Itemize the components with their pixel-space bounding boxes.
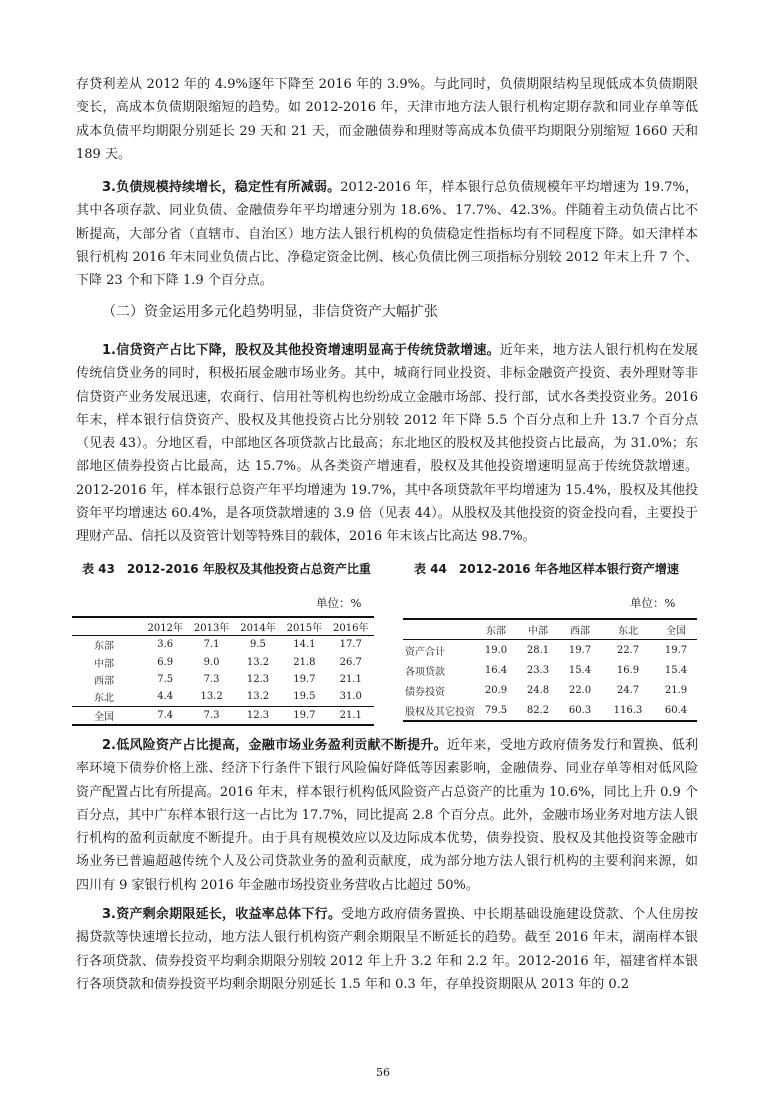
table-cell: 3.6 [157,639,174,651]
row-label: 全国 [72,706,142,725]
table-cell: 17.7 [339,639,362,651]
table-cell: 7.4 [142,706,188,725]
table-cell: 22.7 [616,644,640,656]
table-cell: 7.3 [203,673,220,685]
table-cell: 26.7 [339,656,362,668]
table-cell: 15.4 [664,664,688,676]
paragraph-deposit-spread [76,73,698,166]
table-cell: 22.0 [568,684,592,696]
table-row [72,706,374,725]
table-cell: 19.7 [293,673,316,685]
table-cell: 12.3 [235,706,281,725]
table-cell: 60.3 [568,704,592,716]
table-row [72,653,374,670]
table-cell: 24.8 [526,684,550,696]
column-header [403,619,475,640]
table-cell: 7.1 [203,639,220,651]
table-cell: 79.5 [484,704,508,716]
row-label: 东部 [94,641,114,653]
table-cell: 15.4 [568,664,592,676]
row-label: 资产合计 [405,646,445,658]
table-cell: 13.2 [200,691,223,703]
row-label: 中部 [94,658,114,670]
paragraph-asset-maturity [76,903,698,996]
column-header: 2016年 [328,617,374,636]
table-row [72,671,374,688]
table-cell: 24.7 [616,684,640,696]
table-43-unit: 单位：% [316,596,362,610]
paragraph-text: 2012-2016 年，样本银行总负债规模年平均增速为 19.7%，其中各项存款、同业负债、金融债券年平均增速分别为 18.6%、17.7%、42.3%。伴随着主动负债占比不断提高，大部分省（直辖市、自治区）地方法人银行机构的负债稳定性指标均有不同程度下降。如天津样本银行机构 2016 年末同业负债占比、净稳定资金比例、核心负债比例三项指标分别较 2012 年末上升 7 个、下降 23 个和下降 1.9 个百分点。 [76,180,699,289]
table-cell: 20.9 [484,684,508,696]
table-cell: 31.0 [339,691,362,703]
paragraph-text: 近年来，受地方政府债务发行和置换、低利率环境下债券价格上涨、经济下行条件下银行风险偏好降低等因素影响，金融债券、同业存单等相对低风险资产配置占比有所提高。2016 年末，样本银行机构低风险资产占总资产的比重为 10.6%，同比上升 0.9 个百分点，其中广东样本银行这一占比为 17.7%，同比提高 2.8 个百分点。此外，金融市场业务对地方法人银行机构的盈利贡献度不断提升。由于具有规模效应以及边际成本优势，债券投资、股权及其他投资等金融市场业务已普遍超越传统个人及公司贷款业务的盈利贡献度，成为部分地方法人银行机构的主要利润来源，如四川有 9 家银行机构 2016 年金融市场投资业务营收占比超过 50%。 [76,738,698,893]
table-cell: 28.1 [526,644,550,656]
table-cell: 19.0 [484,644,508,656]
paragraph-liability-growth [76,176,698,292]
table-cell: 9.5 [250,639,266,651]
paragraph-low-risk-assets [76,734,698,897]
table-cell: 21.1 [328,706,374,725]
table-cell: 60.4 [664,704,688,716]
column-header: 2015年 [281,617,327,636]
section-heading: （二）资金运用多元化趋势明显，非信贷资产大幅扩张 [102,304,438,320]
table-cell: 21.1 [339,673,362,685]
table-cell: 19.7 [281,706,327,725]
table-cell: 4.4 [157,691,174,703]
row-label: 各项贷款 [405,666,445,678]
table-cell: 13.2 [246,691,270,703]
table-cell: 7.3 [188,706,234,725]
column-header: 中部 [517,619,559,640]
table-row [72,636,374,654]
table-43 [72,616,374,726]
table-row [403,660,697,680]
table-cell: 14.1 [293,639,316,651]
column-header [72,617,142,636]
column-header: 西部 [559,619,601,640]
paragraph-lead: 1.信贷资产占比下降，股权及其他投资增速明显高于传统贷款增速。 [102,343,500,358]
column-header: 东北 [601,619,655,640]
paragraph-lead: 2.低风险资产占比提高，金融市场业务盈利贡献不断提升。 [102,738,447,753]
paragraph-lead: 3.负债规模持续增长，稳定性有所减弱。 [102,180,341,195]
table-cell: 7.5 [157,673,174,685]
paragraph-lead: 3.资产剩余期限延长，收益率总体下行。 [102,907,342,922]
table-row [72,688,374,706]
paragraph-text: 存贷利差从 2012 年的 4.9%逐年下降至 2016 年的 3.9%。与此同时，负债期限结构呈现低成本负债期限变长，高成本负债期限缩短的趋势。如 2012-2016 年，天津市地方法人银行机构定期存款和同业存单等低成本负债平均期限分别延长 29 天和 21 天，而金融债券和理财等高成本负债平均期限分别缩短 1660 天和 189 天。 [76,77,698,162]
table-cell: 21.8 [293,656,316,668]
table-44-caption: 表 44 2012-2016 年各地区样本银行资产增速 [414,562,679,576]
table-cell: 9.0 [203,656,220,668]
row-label: 股权及其它投资 [405,706,475,718]
column-header: 2013年 [188,617,234,636]
table-cell: 19.5 [293,691,316,703]
paragraph-text: 受地方政府债务置换、中长期基础设施建设贷款、个人住房按揭贷款等快速增长拉动，地方法人银行机构资产剩余期限呈不断延长的趋势。截至 2016 年末，湖南样本银行各项贷款、债券投资平均剩余期限分别较 2012 年上升 3.2 年和 2.2 年。2012-2016 年，福建省样本银行各项贷款和债券投资平均剩余期限分别延长 1.5 年和 0.3 年，存单投资期限从 2013 年的 0.2 [76,907,698,992]
table-cell: 116.3 [613,704,643,716]
paragraph-credit-assets [76,339,698,549]
table-cell: 16.9 [616,664,640,676]
table-header-row [403,619,697,640]
column-header: 东部 [475,619,517,640]
row-label: 债券投资 [405,686,445,698]
row-label: 东北 [94,693,114,705]
column-header: 2012年 [142,617,188,636]
table-cell: 13.2 [246,656,270,668]
table-row [403,640,697,661]
table-44 [403,618,697,722]
column-header: 2014年 [235,617,281,636]
row-label: 西部 [94,675,114,687]
table-43-caption: 表 43 2012-2016 年股权及其他投资占总资产比重 [82,562,371,576]
table-cell: 82.2 [526,704,550,716]
table-cell: 21.9 [664,684,688,696]
table-44-unit: 单位：% [630,596,676,610]
table-cell: 19.7 [568,644,592,656]
table-header-row [72,617,374,636]
column-header: 全国 [655,619,697,640]
table-cell: 12.3 [246,673,270,685]
page-number: 56 [376,1066,390,1079]
table-row [403,680,697,700]
table-cell: 6.9 [157,656,174,668]
table-cell: 19.7 [664,644,688,656]
paragraph-text: 近年来，地方法人银行机构在发展传统信贷业务的同时，积极拓展金融市场业务。其中，城商行同业投资、非标金融资产投资、表外理财等非信贷资产业务发展迅速，农商行、信用社等机构也纷纷成立金融市场部、投行部，试水各类投资业务。2016 年末，样本银行信贷资产、股权及其他投资占比分别较 2012 年下降 5.5 个百分点和上升 13.7 个百分点（见表 43）。分地区看，中部地区各项贷款占比最高；东北地区的股权及其他投资占比最高，为 31.0%；东部地区债券投资占比最高，达 15.7%。从各类资产增速看，股权及其他投资增速明显高于传统贷款增速。2012-2016 年，样本银行总资产年平均增速为 19.7%，其中各项贷款年平均增速为 15.4%，股权及其他投资年平均增速达 60.4%，是各项贷款增速的 3.9 倍（见表 44）。从股权及其他投资的资金投向看，主要投于理财产品、信托以及资管计划等特殊目的载体，2016 年末该占比高达 98.7%。 [76,343,698,545]
table-cell: 23.3 [526,664,550,676]
table-cell: 16.4 [484,664,508,676]
table-row [403,700,697,721]
